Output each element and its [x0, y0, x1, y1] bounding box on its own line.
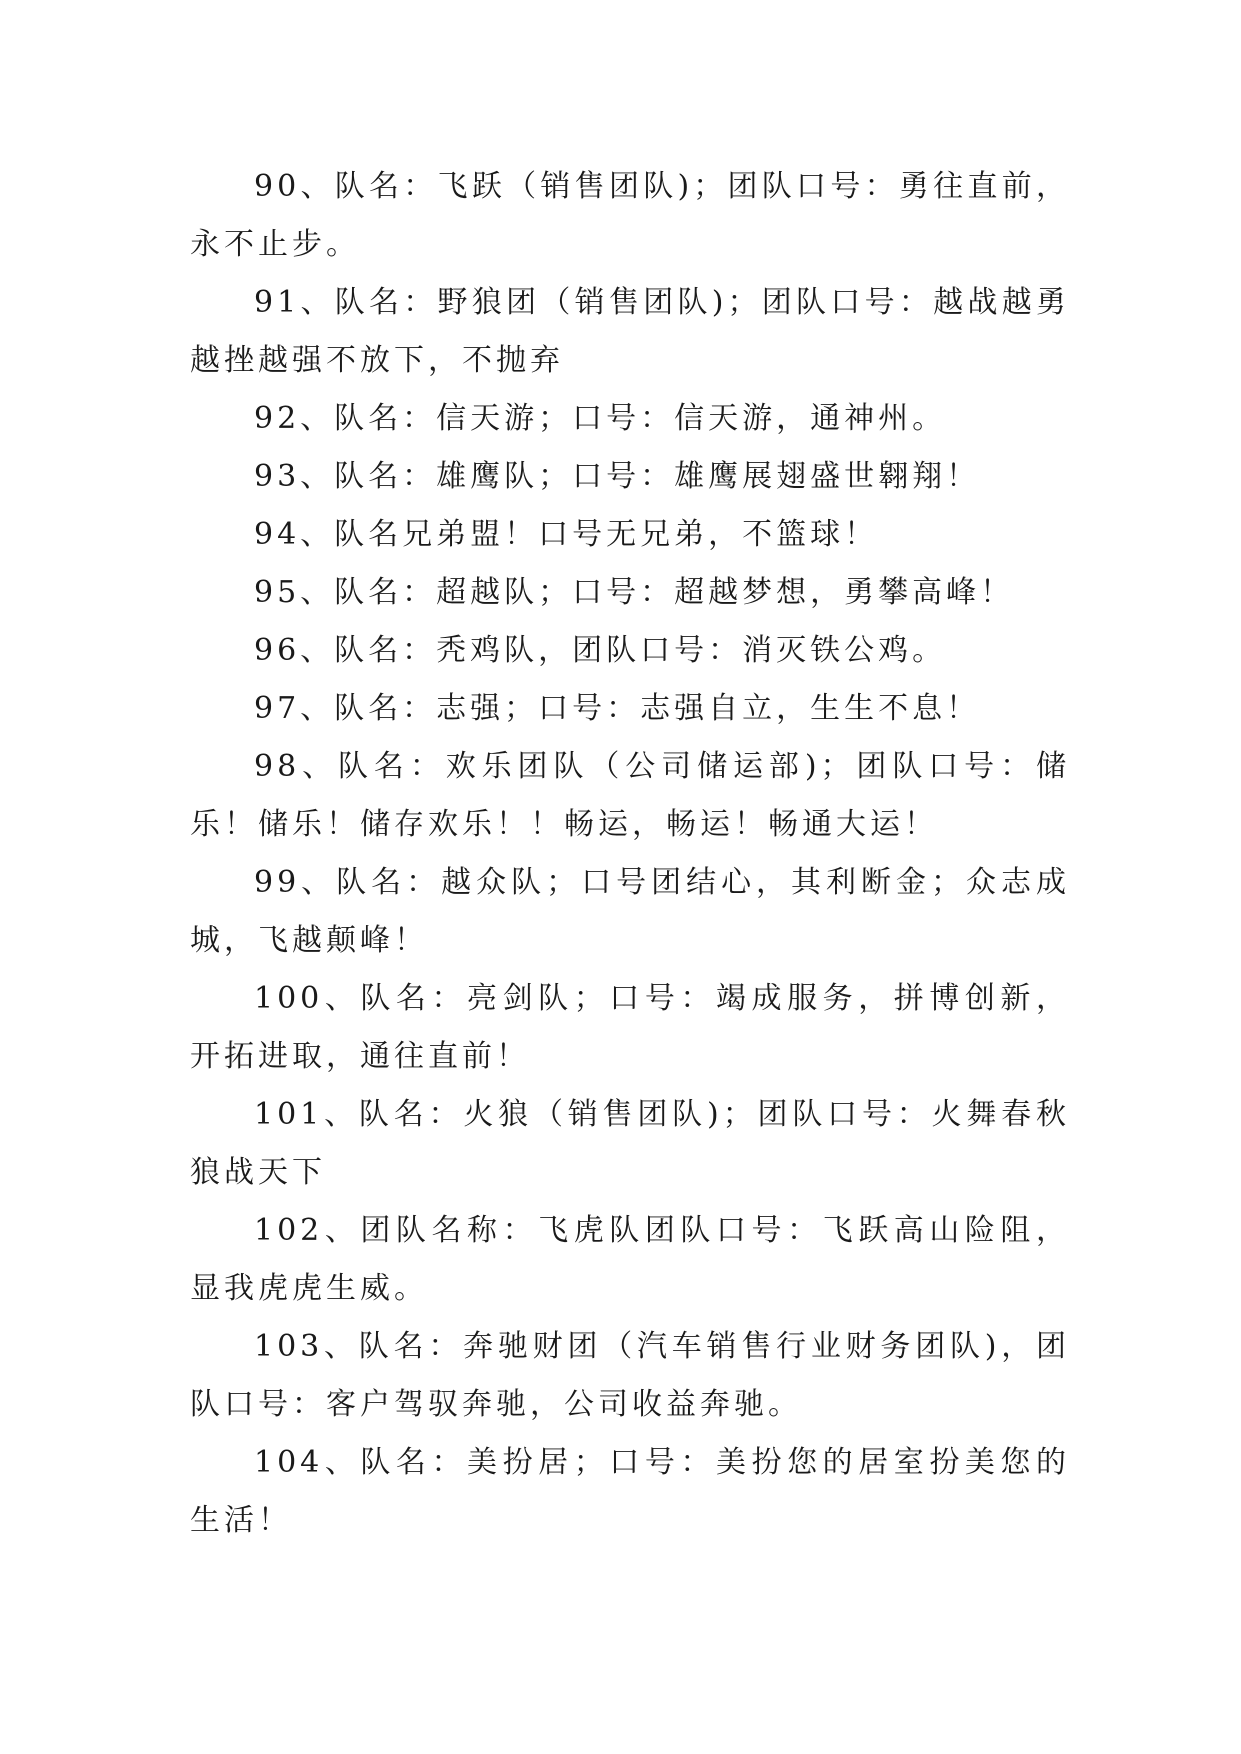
paragraph-91: 91、队名：野狼团（销售团队)；团队口号：越战越勇越挫越强不放下，不抛弃	[190, 285, 1070, 378]
paragraph-90: 90、队名：飞跃（销售团队)；团队口号：勇往直前，永不止步。	[190, 169, 1070, 262]
paragraph-98: 98、队名：欢乐团队（公司储运部)；团队口号：储乐！储乐！储存欢乐！！畅运，畅运！畅通大运！	[190, 749, 1070, 842]
paragraph-102: 102、团队名称：飞虎队团队口号：飞跃高山险阻，显我虎虎生威。	[190, 1213, 1070, 1306]
paragraph-93: 93、队名：雄鹰队；口号：雄鹰展翅盛世翱翔！	[254, 459, 981, 494]
paragraph-101: 101、队名：火狼（销售团队)；团队口号：火舞春秋狼战天下	[190, 1097, 1070, 1190]
paragraph-96: 96、队名：秃鸡队，团队口号：消灭铁公鸡。	[254, 633, 947, 668]
document-body	[190, 158, 1070, 1550]
paragraph-99: 99、队名：越众队；口号团结心，其利断金；众志成城，飞越颠峰！	[190, 865, 1070, 958]
paragraph-100: 100、队名：亮剑队；口号：竭成服务，拼博创新，开拓进取，通往直前！	[190, 981, 1070, 1074]
paragraph-103: 103、队名：奔驰财团（汽车销售行业财务团队)，团队口号：客户驾驭奔驰，公司收益奔驰。	[190, 1329, 1070, 1422]
paragraph-95: 95、队名：超越队；口号：超越梦想，勇攀高峰！	[254, 575, 1015, 610]
paragraph-94: 94、队名兄弟盟！口号无兄弟，不篮球！	[254, 517, 879, 552]
paragraph-104: 104、队名：美扮居；口号：美扮您的居室扮美您的生活！	[190, 1445, 1070, 1538]
paragraph-97: 97、队名：志强；口号：志强自立，生生不息！	[254, 691, 981, 726]
paragraph-92: 92、队名：信天游；口号：信天游，通神州。	[254, 401, 947, 436]
